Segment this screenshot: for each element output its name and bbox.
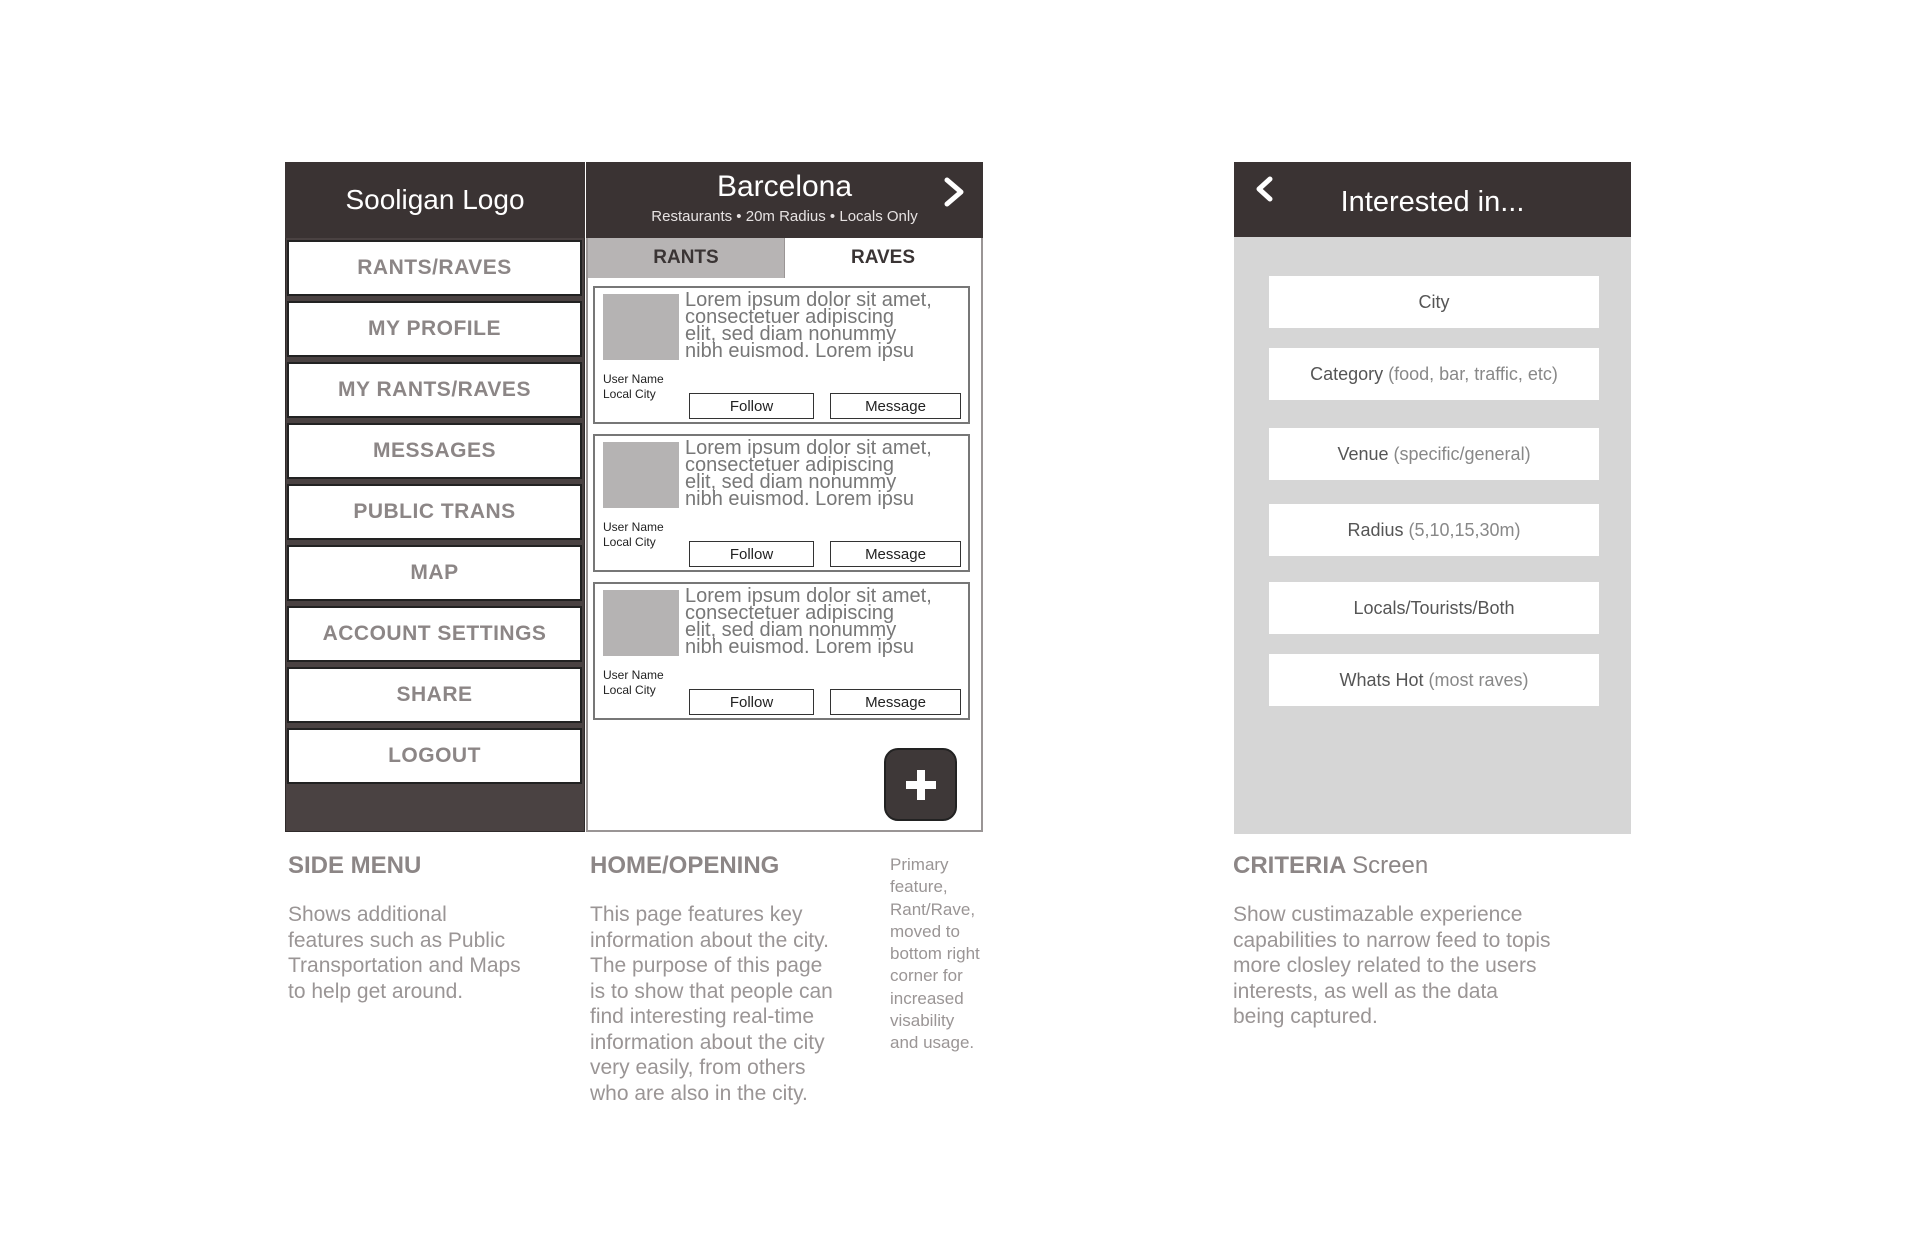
follow-button[interactable]: Follow [689, 541, 814, 567]
tab-raves[interactable]: RAVES [784, 238, 981, 278]
criteria-caption: Show custimazable experience capabilities to narrow feed to topis more closley related to the users interests, as well as the data being captured. [1233, 903, 1551, 1028]
message-button[interactable]: Message [830, 689, 961, 715]
user-name[interactable]: User Name [603, 372, 664, 386]
home-header [586, 162, 983, 238]
menu-item-logout[interactable]: LOGOUT [287, 728, 582, 784]
feed-post-card [593, 582, 970, 720]
message-button[interactable]: Message [830, 541, 961, 567]
follow-button[interactable]: Follow [689, 393, 814, 419]
criteria-caption-title: CRITERIA Screen [1233, 852, 1429, 879]
criteria-header [1234, 162, 1631, 237]
user-avatar[interactable] [603, 590, 679, 656]
menu-item-public-trans[interactable]: PUBLIC TRANS [287, 484, 582, 540]
criteria-option-category[interactable]: Category (food, bar, traffic, etc) [1269, 348, 1599, 400]
follow-button[interactable]: Follow [689, 689, 814, 715]
city-title: Barcelona [716, 170, 853, 203]
menu-item-share[interactable]: SHARE [287, 667, 582, 723]
criteria-option-city[interactable]: City [1269, 276, 1599, 328]
menu-item-messages[interactable]: MESSAGES [287, 423, 582, 479]
home-caption: This page features key information about the city. The purpose of this page is to show that people can find interesting real-time information about the city very easily, from others who are also in the city. [590, 903, 833, 1105]
criteria-option-radius[interactable]: Radius (5,10,15,30m) [1269, 504, 1599, 556]
user-name[interactable]: User Name [603, 668, 664, 682]
feed-post-card [593, 286, 970, 424]
primary-feature-note: Primary feature, Rant/Rave, moved to bottom right corner for increased visability and usage. [890, 855, 980, 1053]
menu-item-my-rants-raves[interactable]: MY RANTS/RAVES [287, 362, 582, 418]
menu-item-map[interactable]: MAP [287, 545, 582, 601]
app-logo: Sooligan Logo [285, 162, 585, 238]
user-local-city: Local City [603, 683, 656, 697]
home-caption-title: HOME/OPENING [590, 852, 780, 879]
menu-item-rants-raves[interactable]: RANTS/RAVES [287, 240, 582, 296]
user-name[interactable]: User Name [603, 520, 664, 534]
add-rant-rave-button[interactable] [884, 748, 957, 821]
post-text: Lorem ipsum dolor sit amet, consectetuer adipiscing elit, sed diam nonummy nibh euismod. Lorem ipsu [685, 289, 932, 362]
plus-icon [904, 768, 938, 802]
user-avatar[interactable] [603, 442, 679, 508]
filter-summary: Restaurants • 20m Radius • Locals Only [651, 208, 918, 225]
criteria-screen-frame [1234, 162, 1631, 834]
side-menu-caption: Shows additional features such as Public Transportation and Maps to help get around. [288, 903, 521, 1003]
chevron-right-icon[interactable] [939, 174, 969, 210]
menu-item-my-profile[interactable]: MY PROFILE [287, 301, 582, 357]
user-avatar[interactable] [603, 294, 679, 360]
post-text: Lorem ipsum dolor sit amet, consectetuer adipiscing elit, sed diam nonummy nibh euismod. Lorem ipsu [685, 585, 932, 658]
side-menu-caption-title: SIDE MENU [288, 852, 422, 879]
criteria-title: Interested in... [1340, 186, 1525, 218]
tab-rants[interactable]: RANTS [588, 238, 784, 278]
user-local-city: Local City [603, 387, 656, 401]
feed-post-card [593, 434, 970, 572]
user-local-city: Local City [603, 535, 656, 549]
criteria-option-whats-hot[interactable]: Whats Hot (most raves) [1269, 654, 1599, 706]
criteria-option-venue[interactable]: Venue (specific/general) [1269, 428, 1599, 480]
criteria-option-locals-tourists[interactable]: Locals/Tourists/Both [1269, 582, 1599, 634]
post-text: Lorem ipsum dolor sit amet, consectetuer adipiscing elit, sed diam nonummy nibh euismod. Lorem ipsu [685, 437, 932, 510]
message-button[interactable]: Message [830, 393, 961, 419]
menu-item-account-settings[interactable]: ACCOUNT SETTINGS [287, 606, 582, 662]
